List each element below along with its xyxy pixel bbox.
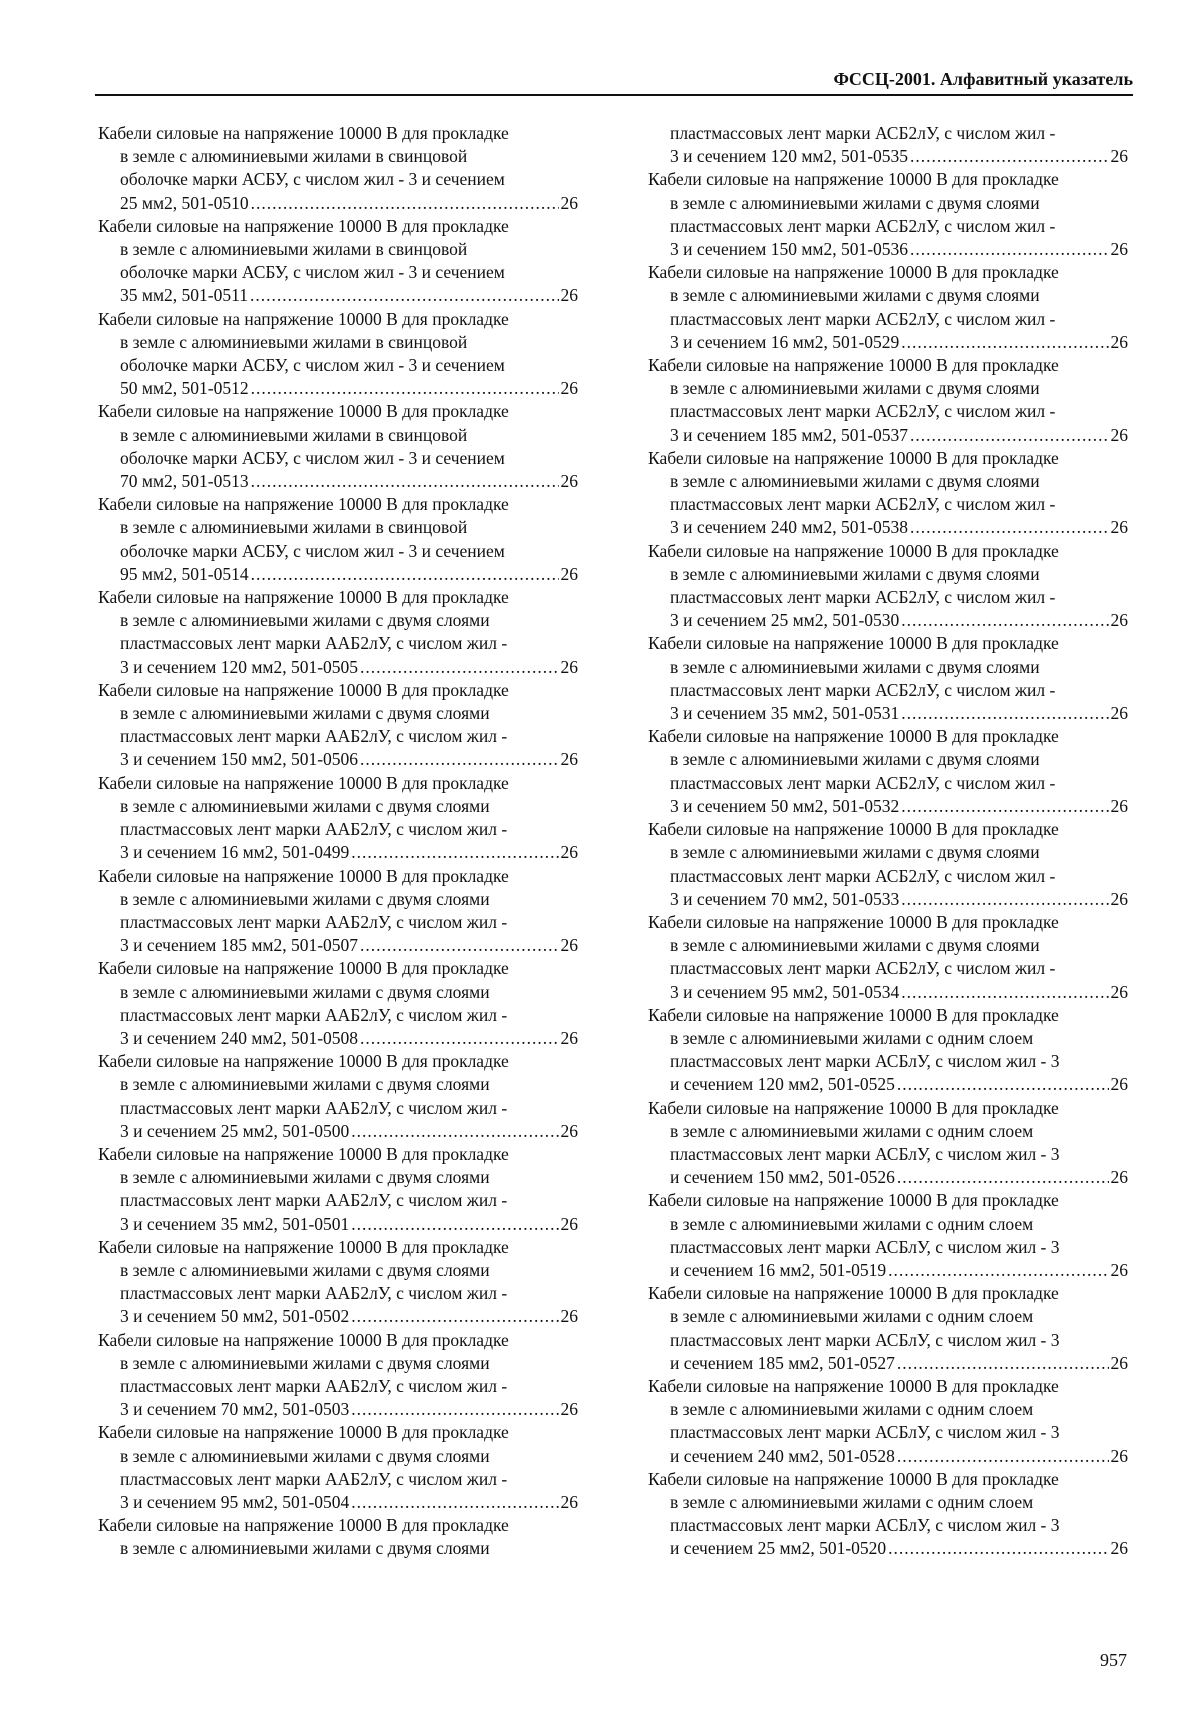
entry-title-line: Кабели силовые на напряжение 10000 В для прокладке (648, 911, 1059, 932)
entry-text-line: пластмассовых лент марки ААБ2лУ, с числом жил - (120, 911, 508, 932)
entry-text-line: в земле с алюминиевыми жилами с двумя слоями (670, 192, 1040, 213)
entry-text-line: в земле с алюминиевыми жилами с двумя слоями (670, 842, 1040, 863)
dot-leader (888, 1259, 1108, 1282)
entry-text: 3 и сечением 240 мм2, 501-0508 (120, 1027, 359, 1048)
entry-last-line (648, 795, 1128, 818)
page-number: 957 (1100, 1650, 1127, 1670)
entry-text: 3 и сечением 95 мм2, 501-0534 (670, 981, 900, 1002)
entry-title-line: Кабели силовые на напряжение 10000 В для прокладке (98, 123, 509, 143)
entry-text: и сечением 150 мм2, 501-0526 (670, 1167, 895, 1188)
entry-title-line: Кабели силовые на напряжение 10000 В для прокладке (648, 262, 1059, 283)
dot-leader (351, 1305, 558, 1328)
dot-leader (251, 192, 559, 215)
dot-leader (351, 1213, 558, 1236)
entry-page-ref: 26 (560, 1399, 578, 1420)
entry-title-line: Кабели силовые на напряжение 10000 В для прокладке (648, 355, 1059, 376)
entry-page-ref: 26 (1110, 1538, 1128, 1559)
entry-text-line: пластмассовых лент марки АСБ2лУ, с числом жил - (670, 958, 1056, 979)
entry-title-line: Кабели силовые на напряжение 10000 В для прокладке (648, 169, 1059, 190)
index-entry (648, 122, 1128, 168)
entry-text-line: оболочке марки АСБУ, с числом жил - 3 и сечением (120, 447, 505, 468)
entry-text-line: пластмассовых лент марки АСБ2лУ, с числом жил - (670, 772, 1056, 793)
entry-title-line: Кабели силовые на напряжение 10000 В для прокладке (648, 1190, 1059, 1211)
entry-page-ref: 26 (1110, 610, 1128, 631)
entry-text-line: в земле с алюминиевыми жилами с двумя слоями (120, 1167, 490, 1188)
entry-text-line: пластмассовых лент марки ААБ2лУ, с числом жил - (120, 726, 508, 747)
index-column-left (98, 122, 578, 1561)
entry-text: 3 и сечением 120 мм2, 501-0535 (670, 146, 909, 167)
entry-page-ref: 26 (1110, 239, 1128, 260)
entry-text-line: пластмассовых лент марки ААБ2лУ, с числом жил - (120, 1004, 508, 1025)
index-entry (648, 261, 1128, 354)
index-entry (98, 215, 578, 308)
entry-text-line: в земле с алюминиевыми жилами с двумя слоями (120, 1445, 490, 1466)
entry-text: 3 и сечением 70 мм2, 501-0533 (670, 888, 900, 909)
entry-last-line (98, 563, 578, 586)
dot-leader (901, 888, 1108, 911)
entry-text-line: в земле с алюминиевыми жилами с двумя слоями (120, 610, 490, 631)
entry-text-line: пластмассовых лент марки АСБлУ, с числом жил - 3 (670, 1422, 1060, 1443)
entry-page-ref: 26 (1110, 1352, 1128, 1373)
entry-text: 3 и сечением 25 мм2, 501-0500 (120, 1120, 350, 1141)
entry-page-ref: 26 (1110, 888, 1128, 909)
entry-last-line (648, 516, 1128, 539)
entry-text-line: в земле с алюминиевыми жилами с одним слоем (670, 1306, 1034, 1327)
dot-leader (901, 981, 1108, 1004)
dot-leader (910, 516, 1108, 539)
entry-page-ref: 26 (560, 192, 578, 213)
index-entry (648, 447, 1128, 540)
entry-text-line: пластмассовых лент марки АСБ2лУ, с числом жил - (670, 401, 1056, 422)
entry-page-ref: 26 (560, 1306, 578, 1327)
entry-page-ref: 26 (560, 471, 578, 492)
entry-last-line (648, 238, 1128, 261)
entry-text: 3 и сечением 50 мм2, 501-0532 (670, 795, 900, 816)
entry-text-line: в земле с алюминиевыми жилами с одним слоем (670, 1213, 1034, 1234)
entry-last-line (648, 424, 1128, 447)
entry-title-line: Кабели силовые на напряжение 10000 В для прокладке (98, 308, 509, 329)
entry-title-line: Кабели силовые на напряжение 10000 В для прокладке (648, 1375, 1059, 1396)
index-entry (648, 354, 1128, 447)
entry-title-line: Кабели силовые на напряжение 10000 В для прокладке (98, 215, 509, 236)
dot-leader (910, 238, 1108, 261)
entry-title-line: Кабели силовые на напряжение 10000 В для прокладке (648, 1097, 1059, 1118)
entry-text: и сечением 25 мм2, 501-0520 (670, 1538, 887, 1559)
entry-text-line: в земле с алюминиевыми жилами в свинцовой (120, 331, 468, 352)
entry-text-line: пластмассовых лент марки АСБлУ, с числом жил - 3 (670, 1051, 1060, 1072)
entry-last-line (648, 331, 1128, 354)
entry-text-line: оболочке марки АСБУ, с числом жил - 3 и сечением (120, 169, 505, 190)
entry-title-line: Кабели силовые на напряжение 10000 В для прокладке (648, 540, 1059, 561)
index-entry (648, 911, 1128, 1004)
entry-text: и сечением 240 мм2, 501-0528 (670, 1445, 895, 1466)
entry-text: 50 мм2, 501-0512 (120, 378, 249, 399)
dot-leader (910, 424, 1108, 447)
entry-text-line: в земле с алюминиевыми жилами с одним слоем (670, 1491, 1034, 1512)
entry-text-line: в земле с алюминиевыми жилами с двумя слоями (670, 471, 1040, 492)
entry-text: 3 и сечением 35 мм2, 501-0501 (120, 1213, 350, 1234)
entry-page-ref: 26 (560, 285, 578, 306)
dot-leader (901, 795, 1108, 818)
entry-text-line: в земле с алюминиевыми жилами с одним слоем (670, 1399, 1034, 1420)
dot-leader (351, 841, 558, 864)
entry-text-line: в земле с алюминиевыми жилами с двумя слоями (670, 563, 1040, 584)
index-entry (648, 725, 1128, 818)
entry-text-line: пластмассовых лент марки АСБлУ, с числом жил - 3 (670, 1143, 1060, 1164)
entry-page-ref: 26 (560, 1120, 578, 1141)
entry-text: и сечением 120 мм2, 501-0525 (670, 1074, 895, 1095)
dot-leader (897, 1166, 1109, 1189)
entry-last-line (648, 888, 1128, 911)
entry-text-line: в земле с алюминиевыми жилами с двумя слоями (120, 1352, 490, 1373)
index-entry (98, 957, 578, 1050)
entry-text: 3 и сечением 185 мм2, 501-0507 (120, 935, 359, 956)
entry-last-line (98, 284, 578, 307)
entry-last-line (648, 609, 1128, 632)
entry-text-line: в земле с алюминиевыми жилами с двумя слоями (120, 888, 490, 909)
entry-page-ref: 26 (560, 1213, 578, 1234)
index-entry (648, 1004, 1128, 1097)
entry-title-line: Кабели силовые на напряжение 10000 В для прокладке (648, 1004, 1059, 1025)
entry-page-ref: 26 (1110, 424, 1128, 445)
entry-page-ref: 26 (1110, 1259, 1128, 1280)
entry-text-line: в земле с алюминиевыми жилами с одним слоем (670, 1027, 1034, 1048)
dot-leader (901, 609, 1108, 632)
entry-title-line: Кабели силовые на напряжение 10000 В для прокладке (98, 587, 509, 608)
index-entry (648, 168, 1128, 261)
entry-title-line: Кабели силовые на напряжение 10000 В для прокладке (98, 1236, 509, 1257)
index-entry (648, 632, 1128, 725)
entry-text-line: оболочке марки АСБУ, с числом жил - 3 и сечением (120, 540, 505, 561)
entry-page-ref: 26 (560, 656, 578, 677)
index-entry (648, 1097, 1128, 1190)
entry-page-ref: 26 (560, 563, 578, 584)
dot-leader (360, 748, 558, 771)
entry-text: 3 и сечением 150 мм2, 501-0506 (120, 749, 359, 770)
entry-last-line (648, 1445, 1128, 1468)
entry-text-line: в земле с алюминиевыми жилами с двумя слоями (120, 703, 490, 724)
entry-page-ref: 26 (1110, 146, 1128, 167)
entry-title-line: Кабели силовые на напряжение 10000 В для прокладке (98, 1329, 509, 1350)
index-entry (98, 1329, 578, 1422)
entry-page-ref: 26 (560, 1027, 578, 1048)
entry-last-line (648, 1537, 1128, 1560)
entry-title-line: Кабели силовые на напряжение 10000 В для прокладке (648, 726, 1059, 747)
entry-text: и сечением 185 мм2, 501-0527 (670, 1352, 895, 1373)
entry-text-line: пластмассовых лент марки АСБ2лУ, с числом жил - (670, 215, 1056, 236)
index-column-right (648, 122, 1128, 1561)
dot-leader (901, 331, 1108, 354)
dot-leader (251, 470, 559, 493)
index-entry (98, 122, 578, 215)
entry-page-ref: 26 (1110, 1074, 1128, 1095)
index-entry (98, 1421, 578, 1514)
entry-text-line: в земле с алюминиевыми жилами с двумя слоями (670, 935, 1040, 956)
entry-text: 25 мм2, 501-0510 (120, 192, 249, 213)
entry-page-ref: 26 (560, 1491, 578, 1512)
entry-text-line: пластмассовых лент марки ААБ2лУ, с числом жил - (120, 1283, 508, 1304)
index-entry (98, 1236, 578, 1329)
index-entry (648, 540, 1128, 633)
dot-leader (351, 1120, 558, 1143)
index-entry (98, 1143, 578, 1236)
entry-text-line: в земле с алюминиевыми жилами в свинцовой (120, 239, 468, 260)
entry-last-line (98, 1491, 578, 1514)
entry-last-line (648, 1166, 1128, 1189)
entry-text-line: пластмассовых лент марки ААБ2лУ, с числом жил - (120, 1468, 508, 1489)
index-entry (98, 586, 578, 679)
entry-title-line: Кабели силовые на напряжение 10000 В для прокладке (648, 819, 1059, 840)
entry-page-ref: 26 (1110, 795, 1128, 816)
entry-text: и сечением 16 мм2, 501-0519 (670, 1259, 887, 1280)
index-entry (98, 865, 578, 958)
entry-title-line: Кабели силовые на напряжение 10000 В для прокладке (98, 494, 509, 515)
entry-last-line (98, 841, 578, 864)
entry-title-line: Кабели силовые на напряжение 10000 В для прокладке (98, 1051, 509, 1072)
entry-text: 3 и сечением 185 мм2, 501-0537 (670, 424, 909, 445)
entry-text-line: пластмассовых лент марки АСБлУ, с числом жил - 3 (670, 1236, 1060, 1257)
entry-page-ref: 26 (1110, 1167, 1128, 1188)
entry-text-line: пластмассовых лент марки АСБ2лУ, с числом жил - (670, 679, 1056, 700)
entry-last-line (98, 1027, 578, 1050)
entry-text-line: в земле с алюминиевыми жилами с двумя слоями (670, 285, 1040, 306)
entry-text-line: пластмассовых лент марки ААБ2лУ, с числом жил - (120, 1190, 508, 1211)
entry-title-line: Кабели силовые на напряжение 10000 В для прокладке (98, 772, 509, 793)
entry-last-line (98, 934, 578, 957)
entry-text: 3 и сечением 240 мм2, 501-0538 (670, 517, 909, 538)
index-entry (98, 308, 578, 401)
entry-last-line (648, 145, 1128, 168)
entry-title-line: Кабели силовые на напряжение 10000 В для прокладке (98, 1143, 509, 1164)
entry-text-line: в земле с алюминиевыми жилами с двумя слоями (120, 1538, 490, 1559)
index-entry (98, 400, 578, 493)
entry-last-line (98, 1120, 578, 1143)
entry-page-ref: 26 (1110, 1445, 1128, 1466)
entry-last-line (648, 1352, 1128, 1375)
entry-text-line: в земле с алюминиевыми жилами с одним слоем (670, 1120, 1034, 1141)
entry-last-line (98, 1213, 578, 1236)
entry-last-line (98, 377, 578, 400)
entry-text-line: пластмассовых лент марки АСБлУ, с числом жил - 3 (670, 1329, 1060, 1350)
entry-text-line: в земле с алюминиевыми жилами с двумя слоями (120, 1259, 490, 1280)
entry-page-ref: 26 (1110, 703, 1128, 724)
entry-title-line: Кабели силовые на напряжение 10000 В для прокладке (98, 958, 509, 979)
index-entry (648, 1189, 1128, 1282)
dot-leader (888, 1537, 1108, 1560)
index-entry (98, 493, 578, 586)
entry-text: 3 и сечением 150 мм2, 501-0536 (670, 239, 909, 260)
entry-text-line: пластмассовых лент марки АСБ2лУ, с числом жил - (670, 494, 1056, 515)
dot-leader (251, 563, 559, 586)
entry-text-line: в земле с алюминиевыми жилами с двумя слоями (120, 1074, 490, 1095)
entry-last-line (98, 470, 578, 493)
entry-text-line: в земле с алюминиевыми жилами в свинцовой (120, 517, 468, 538)
entry-text: 3 и сечением 16 мм2, 501-0499 (120, 842, 350, 863)
dot-leader (897, 1445, 1109, 1468)
entry-text-line: пластмассовых лент марки АСБ2лУ, с числом жил - (670, 308, 1056, 329)
entry-text-line: в земле с алюминиевыми жилами в свинцовой (120, 146, 468, 167)
dot-leader (910, 145, 1108, 168)
entry-title-line: Кабели силовые на напряжение 10000 В для прокладке (98, 865, 509, 886)
dot-leader (901, 702, 1108, 725)
entry-text-line: в земле с алюминиевыми жилами в свинцовой (120, 424, 468, 445)
entry-last-line (648, 981, 1128, 1004)
dot-leader (351, 1491, 558, 1514)
index-entry (98, 1050, 578, 1143)
header-title: ФССЦ-2001. Алфавитный указатель (833, 69, 1133, 89)
entry-page-ref: 26 (560, 378, 578, 399)
entry-text-line: пластмассовых лент марки АСБ2лУ, с числом жил - (670, 865, 1056, 886)
dot-leader (360, 1027, 558, 1050)
entry-text-line: в земле с алюминиевыми жилами с двумя слоями (670, 656, 1040, 677)
entry-title-line: Кабели силовые на напряжение 10000 В для прокладке (648, 447, 1059, 468)
dot-leader (897, 1352, 1109, 1375)
entry-title-line: Кабели силовые на напряжение 10000 В для прокладке (98, 1422, 509, 1443)
entry-text: 95 мм2, 501-0514 (120, 563, 249, 584)
entry-last-line (648, 702, 1128, 725)
index-entry (648, 1468, 1128, 1561)
entry-text: 3 и сечением 95 мм2, 501-0504 (120, 1491, 350, 1512)
entry-last-line (98, 1398, 578, 1421)
entry-title-line: Кабели силовые на напряжение 10000 В для прокладке (98, 1515, 509, 1536)
entry-text-line: пластмассовых лент марки ААБ2лУ, с числом жил - (120, 1375, 508, 1396)
entry-text-line: пластмассовых лент марки АСБ2лУ, с числом жил - (670, 123, 1056, 143)
entry-text: 3 и сечением 70 мм2, 501-0503 (120, 1399, 350, 1420)
entry-title-line: Кабели силовые на напряжение 10000 В для прокладке (98, 679, 509, 700)
index-entry (98, 1514, 578, 1560)
dot-leader (251, 377, 559, 400)
entry-page-ref: 26 (1110, 517, 1128, 538)
index-entry (648, 1282, 1128, 1375)
entry-text-line: пластмассовых лент марки АСБлУ, с числом жил - 3 (670, 1515, 1060, 1536)
entry-title-line: Кабели силовые на напряжение 10000 В для прокладке (648, 1468, 1059, 1489)
entry-text-line: оболочке марки АСБУ, с числом жил - 3 и сечением (120, 262, 505, 283)
entry-text-line: пластмассовых лент марки ААБ2лУ, с числом жил - (120, 819, 508, 840)
entry-page-ref: 26 (1110, 981, 1128, 1002)
index-entry (648, 818, 1128, 911)
entry-text: 35 мм2, 501-0511 (120, 285, 248, 306)
entry-text-line: в земле с алюминиевыми жилами с двумя слоями (120, 795, 490, 816)
entry-page-ref: 26 (560, 749, 578, 770)
entry-text: 3 и сечением 35 мм2, 501-0531 (670, 703, 900, 724)
entry-text: 3 и сечением 50 мм2, 501-0502 (120, 1306, 350, 1327)
dot-leader (360, 934, 558, 957)
entry-text-line: оболочке марки АСБУ, с числом жил - 3 и сечением (120, 355, 505, 376)
entry-title-line: Кабели силовые на напряжение 10000 В для прокладке (648, 633, 1059, 654)
entry-title-line: Кабели силовые на напряжение 10000 В для прокладке (98, 401, 509, 422)
entry-text-line: пластмассовых лент марки ААБ2лУ, с числом жил - (120, 633, 508, 654)
entry-text-line: пластмассовых лент марки АСБ2лУ, с числом жил - (670, 587, 1056, 608)
entry-text-line: в земле с алюминиевыми жилами с двумя слоями (120, 981, 490, 1002)
index-entry (98, 679, 578, 772)
dot-leader (897, 1073, 1109, 1096)
index-entry (98, 772, 578, 865)
entry-text: 3 и сечением 25 мм2, 501-0530 (670, 610, 900, 631)
entry-last-line (98, 1305, 578, 1328)
entry-text-line: в земле с алюминиевыми жилами с двумя слоями (670, 749, 1040, 770)
entry-page-ref: 26 (1110, 331, 1128, 352)
entry-text-line: в земле с алюминиевыми жилами с двумя слоями (670, 378, 1040, 399)
entry-page-ref: 26 (560, 935, 578, 956)
entry-text: 3 и сечением 120 мм2, 501-0505 (120, 656, 359, 677)
dot-leader (351, 1398, 558, 1421)
running-header (95, 64, 1133, 96)
dot-leader (360, 656, 558, 679)
entry-last-line (648, 1259, 1128, 1282)
entry-last-line (98, 656, 578, 679)
entry-last-line (98, 192, 578, 215)
entry-text-line: пластмассовых лент марки ААБ2лУ, с числом жил - (120, 1097, 508, 1118)
entry-last-line (98, 748, 578, 771)
entry-last-line (648, 1073, 1128, 1096)
entry-text: 3 и сечением 16 мм2, 501-0529 (670, 331, 900, 352)
index-entry (648, 1375, 1128, 1468)
dot-leader (250, 284, 559, 307)
entry-page-ref: 26 (560, 842, 578, 863)
entry-title-line: Кабели силовые на напряжение 10000 В для прокладке (648, 1283, 1059, 1304)
entry-text: 70 мм2, 501-0513 (120, 471, 249, 492)
